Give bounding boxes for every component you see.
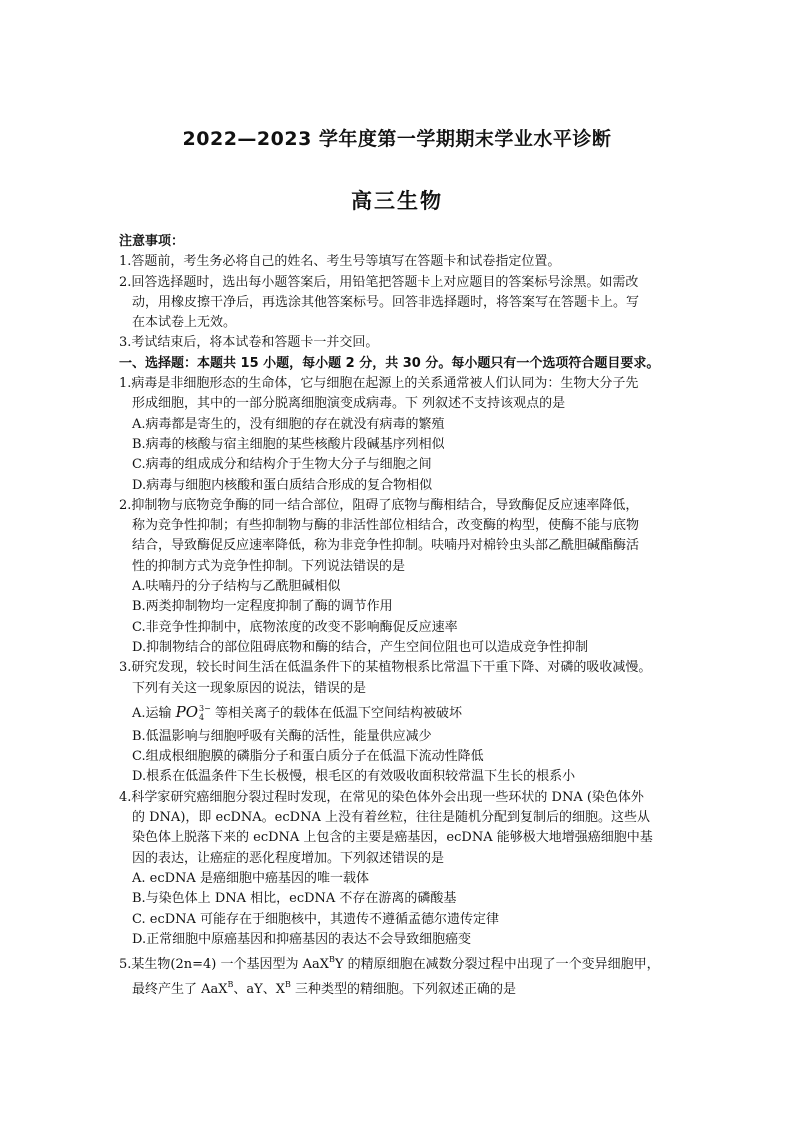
- question-2-option-d: D.抑制物结合的部位阻碍底物和酶的结合，产生空间位阻也可以造成竞争性抑制: [132, 639, 589, 655]
- question-3-option-b: B.低温影响与细胞呼吸有关酶的活性，能量供应减少: [132, 728, 432, 744]
- notice-item: 3.考试结束后，将本试卷和答题卡一并交回。: [119, 335, 379, 351]
- question-3-stem: 3.研究发现，较长时间生活在低温条件下的某植物根系比常温下干重下降、对磷的吸收减慢。: [119, 660, 652, 676]
- question-2-stem: 2.抑制物与底物竞争酶的同一结合部位，阻碍了底物与酶相结合，导致酶促反应速率降低，: [119, 497, 639, 513]
- question-1-option-d: D.病毒与细胞内核酸和蛋白质结合形成的复合物相似: [132, 477, 433, 493]
- question-3-stem: 下列有关这一现象原因的说法，错误的是: [132, 680, 367, 696]
- question-2-stem: 性的抑制方式为竞争性抑制。下列说法错误的是: [132, 558, 406, 574]
- question-3-option-d: D.根系在低温条件下生长极慢，根毛区的有效吸收面积较常温下生长的根系小: [132, 769, 576, 785]
- question-4-option-d: D.正常细胞中原癌基因和抑癌基因的表达不会导致细胞癌变: [132, 931, 472, 947]
- question-1-option-c: C.病毒的组成成分和结构介于生物大分子与细胞之间: [132, 457, 432, 473]
- question-4-option-c: C. ecDNA 可能存在于细胞核中，其遗传不遵循孟德尔遗传定律: [132, 911, 500, 927]
- notice-item: 动，用橡皮擦干净后，再选涂其他答案标号。回答非选择题时，将答案写在答题卡上。写: [132, 294, 640, 310]
- question-1-stem: 1.病毒是非细胞形态的生命体，它与细胞在起源上的关系通常被人们认同为：生物大分子先: [119, 376, 639, 392]
- question-1-stem: 形成细胞，其中的一部分脱离细胞演变成病毒。下 列叙述不支持该观点的是: [132, 396, 566, 412]
- question-2-option-c: C.非竞争性抑制中，底物浓度的改变不影响酶促反应速率: [132, 619, 458, 635]
- phosphate-ion: PO: [175, 702, 199, 721]
- question-1-option-a: A.病毒都是寄生的，没有细胞的存在就没有病毒的繁殖: [132, 416, 445, 432]
- question-1-option-b: B.病毒的核酸与宿主细胞的某些核酸片段碱基序列相似: [132, 436, 445, 452]
- question-4-stem: 染色体上脱落下来的 ecDNA 上包含的主要是癌基因，ecDNA 能够极大地增强癌细胞中基: [132, 830, 653, 846]
- section-heading: 一、选择题：本题共 15 小题，每小题 2 分，共 30 分。每小题只有一个选项符合题目要求。: [119, 355, 660, 371]
- question-2-stem: 结合，导致酶促反应速率降低，称为非竞争性抑制。呋喃丹对棉铃虫头部乙酰胆碱酯酶活: [132, 538, 640, 554]
- question-3-option-c: C.组成根细胞膜的磷脂分子和蛋白质分子在低温下流动性降低: [132, 749, 484, 765]
- question-4-stem: 的 DNA)，即 ecDNA。ecDNA 上没有着丝粒，往往是随机分配到复制后的细胞。这些从: [132, 810, 650, 826]
- question-5-stem: 5.某生物(2n=4) 一个基因型为 AaX$^B$Y 的精原细胞在减数分裂过程中出现了一个变异细胞甲，: [119, 955, 660, 973]
- notice-item: 在本试卷上无效。: [132, 315, 237, 331]
- exam-title: 2022—2023 学年度第一学期期末学业水平诊断: [182, 128, 612, 150]
- question-4-stem: 因的表达，让癌症的恶化程度增加。下列叙述错误的是: [132, 850, 445, 866]
- question-4-stem: 4.科学家研究癌细胞分裂过程时发现，在常见的染色体外会出现一些环状的 DNA (染色体外: [119, 789, 644, 805]
- notice-item: 2.回答选择题时，选出每小题答案后，用铅笔把答题卡上对应题目的答案标号涂黑。如需改: [119, 274, 639, 290]
- exam-body: [119, 232, 679, 1001]
- question-2-option-a: A.呋喃丹的分子结构与乙酰胆碱相似: [132, 579, 341, 595]
- question-4-option-a: A. ecDNA 是癌细胞中癌基因的唯一载体: [132, 870, 369, 886]
- notice-item: 1.答题前，考生务必将自己的姓名、考生号等填写在答题卡和试卷指定位置。: [119, 254, 561, 270]
- notice-heading: 注意事项：: [119, 234, 185, 249]
- question-3-option-a: A.运输 PO 3− 4 等相关离子的载体在低温下空间结构被破坏: [132, 702, 462, 723]
- question-4-option-b: B.与染色体上 DNA 相比，ecDNA 不存在游离的磷酸基: [132, 891, 457, 907]
- question-5-stem: 最终产生了 AaX$^B$、aY、$X^B$ 三种类型的精细胞。下列叙述正确的是: [132, 980, 517, 998]
- question-2-stem: 称为竞争性抑制；有些抑制物与酶的非活性部位相结合，改变酶的构型，使酶不能与底物: [132, 518, 640, 534]
- subject-title: 高三生物: [351, 189, 443, 213]
- question-2-option-b: B.两类抑制物均一定程度抑制了酶的调节作用: [132, 599, 393, 615]
